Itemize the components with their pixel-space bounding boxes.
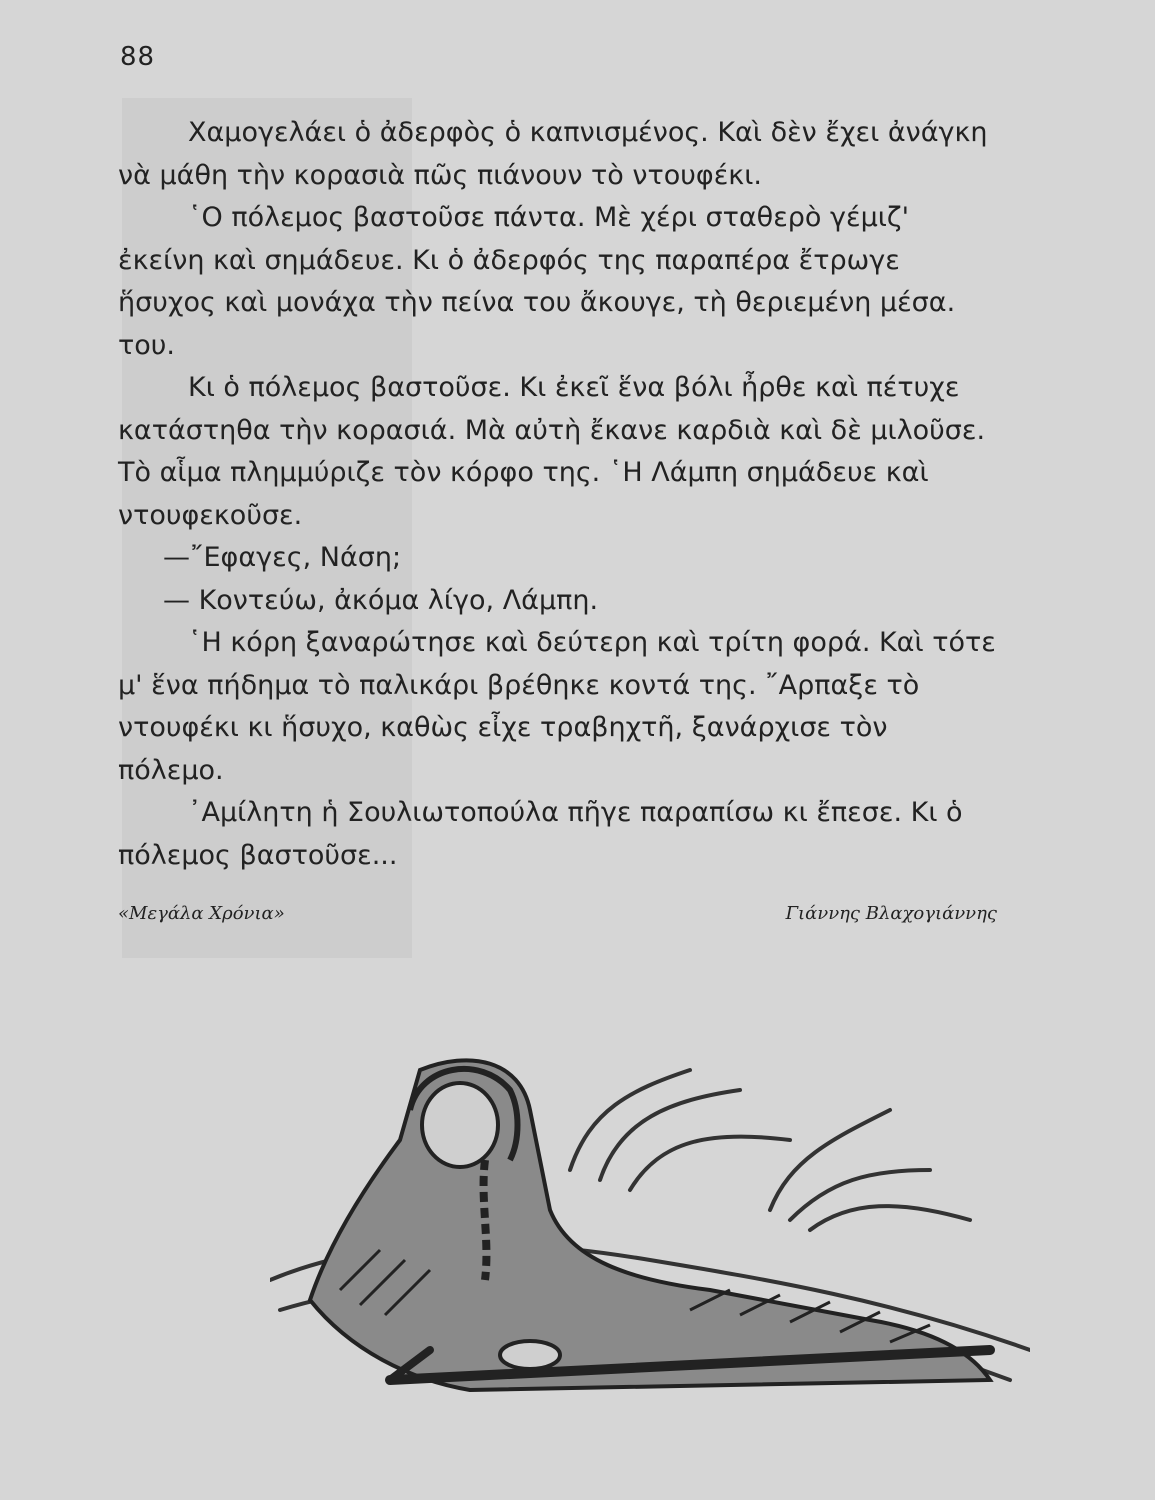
- page-number: 88: [120, 42, 156, 72]
- paragraph: ᾽Αμίλητη ἡ Σουλιωτοπούλα πῆγε παραπίσω κι ἔπεσε. Κι ὁ πόλεμος βαστοῦσε...: [118, 797, 963, 871]
- paragraph: ῾Ο πόλεμος βαστοῦσε πάντα. Μὲ χέρι σταθερὸ γέμιζ' ἐκείνη καὶ σημάδευε. Κι ὁ ἀδερφός της παραπέρα ἔτρωγε ἥσυχος καὶ μονάχα τὴν πείνα του ἄκουγε, τὴ θεριεμένη μέσα. του.: [118, 202, 956, 361]
- woodcut-illustration-icon: [270, 1050, 1030, 1410]
- author-name: Γιάννης Βλαχογιάννης: [785, 903, 997, 924]
- paragraph: ῾Η κόρη ξαναρώτησε καὶ δεύτερη καὶ τρίτη φορά. Καὶ τότε μ' ἕνα πήδημα τὸ παλικάρι βρέθηκε κοντά της. ῎Αρπαξε τὸ ντουφέκι κι ἥσυχο, καθὼς εἶχε τραβηχτῆ, ξανάρχισε τὸν πόλεμο.: [118, 627, 996, 786]
- paragraph: Χαμογελάει ὁ ἀδερφὸς ὁ καπνισμένος. Καὶ δὲν ἔχει ἀνάγκη νὰ μάθη τὴν κορασιὰ πῶς πιάνουν τὸ ντουφέκι.: [118, 117, 988, 191]
- dialogue-line: — Κοντεύω, ἀκόμα λίγο, Λάμπη.: [163, 584, 599, 616]
- dialogue-line: —῎Εφαγες, Νάση;: [163, 542, 402, 573]
- story-text: [118, 112, 998, 877]
- source-title: «Μεγάλα Χρόνια»: [118, 903, 285, 924]
- paragraph: Κι ὁ πόλεμος βαστοῦσε. Κι ἐκεῖ ἕνα βόλι ἦρθε καὶ πέτυχε κατάστηθα τὴν κορασιά. Μὰ αὐτὴ ἔκανε καρδιὰ καὶ δὲ μιλοῦσε. Τὸ αἷμα πλημμύριζε τὸν κόρφο της. ῾Η Λάμπη σημάδευε καὶ ντουφεκοῦσε.: [118, 372, 986, 531]
